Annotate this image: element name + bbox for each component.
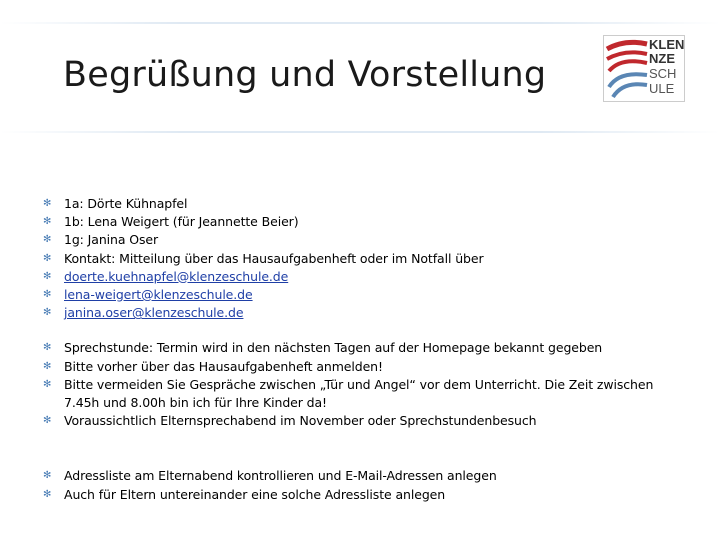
bullet-icon: ✻: [43, 342, 52, 354]
logo-line-3: SCH: [649, 66, 677, 81]
bullet-icon: ✻: [43, 198, 52, 209]
bullet-icon: ✻: [43, 289, 52, 301]
email-link-oser[interactable]: janina.oser@klenzeschule.de: [64, 305, 244, 321]
header-divider-bottom: [0, 131, 720, 133]
school-logo: [603, 35, 685, 102]
list-item: [43, 286, 683, 304]
list-item: ✻ 1b: Lena Weigert (für Jeannette Beier): [43, 213, 683, 231]
list-item: ✻ Adressliste am Elternabend kontrollieren und E-Mail-Adressen anlegen: [43, 467, 683, 485]
bullet-icon: ✻: [43, 360, 52, 372]
bullet-icon: ✻: [43, 470, 52, 482]
slide-title: Begrüßung und Vorstellung: [63, 55, 547, 95]
slide-content: [43, 195, 683, 504]
list-item: ✻ 1g: Janina Oser: [43, 231, 683, 249]
list-item: ✻ 1a: Dörte Kühnapfel: [43, 195, 683, 213]
consultation-info-list: [43, 339, 683, 430]
logo-line-1: KLEN: [649, 37, 685, 52]
email-link-kuehnapfel[interactable]: doerte.kuehnapfel@klenzeschule.de: [64, 268, 289, 284]
teacher-contact-list: [43, 195, 683, 322]
list-item: [43, 304, 683, 322]
bullet-icon: ✻: [43, 234, 52, 246]
list-item: ✻ Bitte vermeiden Sie Gespräche zwischen „Tür und Angel“ vor dem Unterricht. Die Zeit zwischen 7.45h und 8.00h bin ich für Ihre Kinder da!: [43, 376, 654, 411]
list-item: ✻ Voraussichtlich Elternsprechabend im November oder Sprechstundenbesuch: [43, 412, 683, 430]
bullet-icon: ✻: [43, 415, 52, 427]
bullet-icon: ✻: [43, 307, 52, 319]
bullet-icon: ✻: [43, 216, 52, 228]
bullet-icon: ✻: [43, 252, 52, 264]
bullet-icon: ✻: [43, 488, 52, 500]
logo-line-4: ULE: [649, 81, 675, 96]
bullet-icon: ✻: [43, 378, 52, 390]
list-item: ✻ Kontakt: Mitteilung über das Hausaufgabenheft oder im Notfall über: [43, 250, 683, 268]
list-item: ✻ Auch für Eltern untereinander eine solche Adressliste anlegen: [43, 486, 683, 504]
bullet-icon: ✻: [43, 270, 52, 282]
list-item: ✻ Sprechstunde: Termin wird in den nächsten Tagen auf der Homepage bekannt gegeben: [43, 339, 683, 357]
logo-line-2: NZE: [649, 51, 675, 66]
header-divider-top: [0, 22, 720, 24]
address-list-info: [43, 467, 683, 503]
email-link-weigert[interactable]: lena-weigert@klenzeschule.de: [64, 287, 253, 303]
list-item: [43, 268, 683, 286]
list-item: ✻ Bitte vorher über das Hausaufgabenheft anmelden!: [43, 358, 683, 376]
